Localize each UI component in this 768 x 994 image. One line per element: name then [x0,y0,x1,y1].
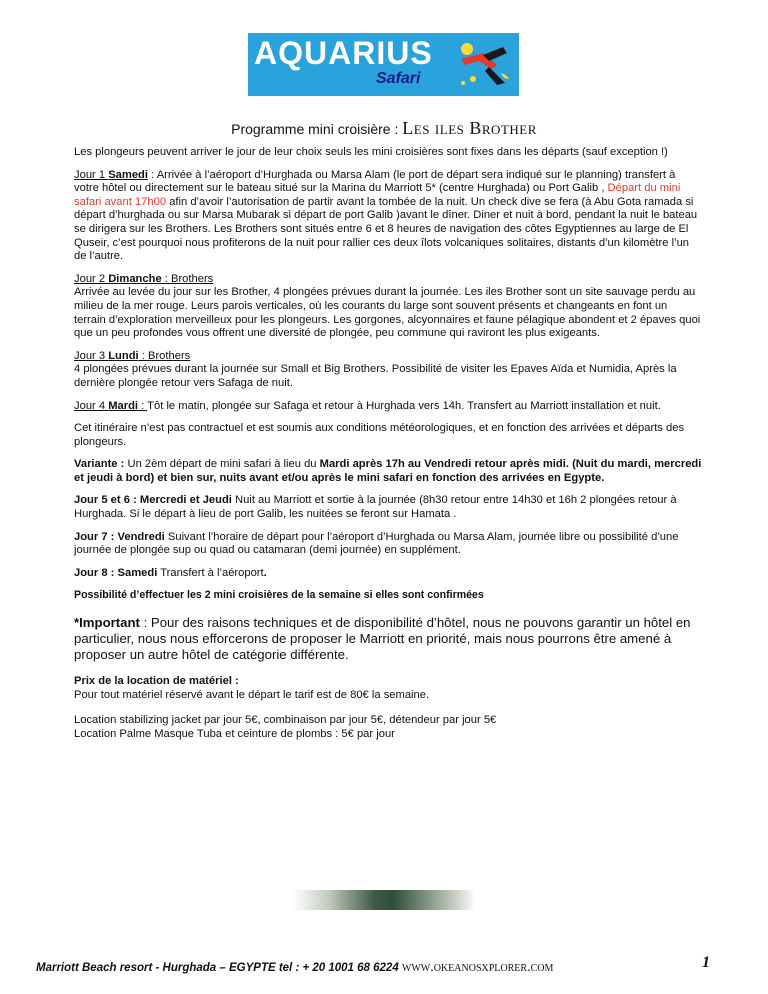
title-prefix: Programme mini croisière : [231,121,403,137]
decorative-banner [292,890,476,910]
day56-paragraph: Jour 5 et 6 : Mercredi et Jeudi Nuit au Marriott et sortie à la journée (8h30 retour entre 14h30 et 16h 2 plongées retour à Hurghada. Si le départ à lieu de port Galib, les nuitées se feront sur Hamata . [74,494,677,521]
page-title [0,118,768,139]
day4-paragraph: Jour 4 Mardi : Tôt le matin, plongée sur Safaga et retour à Hurghada vers 14h. Transfert au Marriott installation et nuit. [74,399,661,412]
logo-subtitle: Safari [376,70,421,87]
rental-items: Location stabilizing jacket par jour 5€, combinaison par jour 5€, détendeur par jour 5€ Location Palme Masque Tuba et ceinture de plombs : 5€ par jour [74,714,497,740]
day8-paragraph: Jour 8 : Samedi Transfert à l’aéroport. [74,566,267,579]
disclaimer-text: Cet itinéraire n’est pas contractuel et est soumis aux conditions météorologiques, et en fonction des arrivées et départs des plongeurs. [74,422,685,448]
possibility-note: Possibilité d’effectuer les 2 mini croisières de la semaine si elles sont confirmées [74,589,484,602]
footer-address: Marriott Beach resort - Hurghada – EGYPTE tel : + 20 1001 68 6224 [36,962,402,974]
page-number: 1 [702,954,710,971]
day1-label: Jour 1 Samedi [74,168,148,181]
rental-paragraph [74,675,702,702]
intro-text: Les plongeurs peuvent arriver le jour de leur choix seuls les mini croisières sont fixes dans les départs (sauf exception !) [74,146,668,158]
day2-label: Jour 2 Dimanche : Brothers [74,272,214,285]
title-main: Les iles Brother [402,118,537,138]
diver-icon [453,39,513,91]
footer-website[interactable]: www.okeanosxplorer.com [401,960,554,975]
day3-paragraph: Jour 3 Lundi : Brothers 4 plongées prévues durant la journée sur Small et Big Brothers. Possibilité de visiter les Epaves Aïda et Numidia, Après la dernière plongée retour vers Safaga de nuit. [74,349,677,389]
important-paragraph: *Important : Pour des raisons techniques et de disponibilité d’hôtel, nous ne pouvons garantir un hôtel en particulier, nous nous efforcerons de proposer le Marriott en priorité, mais nous pourrons être amené à proposer un autre hôtel de catégorie différente. [74,615,691,663]
day2-paragraph: Jour 2 Dimanche : Brothers Arrivée au levée du jour sur les Brother, 4 plongées prévues durant la journée. Les iles Brother sont un site sauvage perdu au milieu de la mer rouge. Leurs parois verticales, où les courants du large sont souvent présents et changeants en font un terrain d’exploration merveilleux pour les plongeurs. Les gorgones, alcyonnaires et faune pélagique abondent et 2 épaves quoi que un peu profondes vous offrent une diversité de plongée, peu commune qui raviront les plus exigeants. [74,272,701,340]
rental-line: Pour tout matériel réservé avant le départ le tarif est de 80€ la semaine. [74,688,430,701]
day1-departure-note: Départ du mini safari avant 17h00 [74,182,681,208]
rental-heading: Prix de la location de matériel : [74,675,239,688]
variante-paragraph: Variante : Un 2èm départ de mini safari à lieu du Mardi après 17h au Vendredi retour après midi. (Nuit du mardi, mercredi et jeudi à bord) et bien sur, nuits avant et/ou après le mini safari en fonction des arrivées en Egypte. [74,458,702,484]
day7-paragraph: Jour 7 : Vendredi Suivant l’horaire de départ pour l’aéroport d’Hurghada ou Marsa Alam, journée libre ou possibilité d’une journée de plongée sup ou quad ou catamaran (demi journée) en supplément. [74,530,679,557]
page-footer [36,960,676,976]
program-body [74,146,702,750]
aquarius-safari-logo [248,33,519,96]
day3-label: Jour 3 Lundi : Brothers [74,349,191,362]
day4-label: Jour 4 Mardi : [74,399,148,412]
day1-paragraph: Jour 1 Samedi : Arrivée à l’aéroport d’Hurghada ou Marsa Alam (le port de départ sera indiqué sur le planning) transfert à votre hôtel ou directement sur le bateau situé sur la Marina du Marriott 5* (centre Hurghada) ou Port Galib , Départ du mini safari avant 17h00 afin d’avoir l’autorisation de partir avant la tombée de la nuit. Un check dive se fera (à Abu Gota ramada si départ d’hurghada ou sur Marsa Mubarak si départ de port Galib )avant le dîner. Diner et nuit à bord, pendant la nuit le bateau se dirigera sur les Brothers. Les Brothers sont situés entre 6 et 8 heures de navigation des côtes Egyptiennes au large de El Quseir, c’est pourquoi nous profiterons de la nuit pour rallier ces deux îlots volcaniques solitaires, distants d’un kilomètre l’un de l’autre. [74,168,698,263]
logo-brand: AQUARIUS [254,35,433,71]
